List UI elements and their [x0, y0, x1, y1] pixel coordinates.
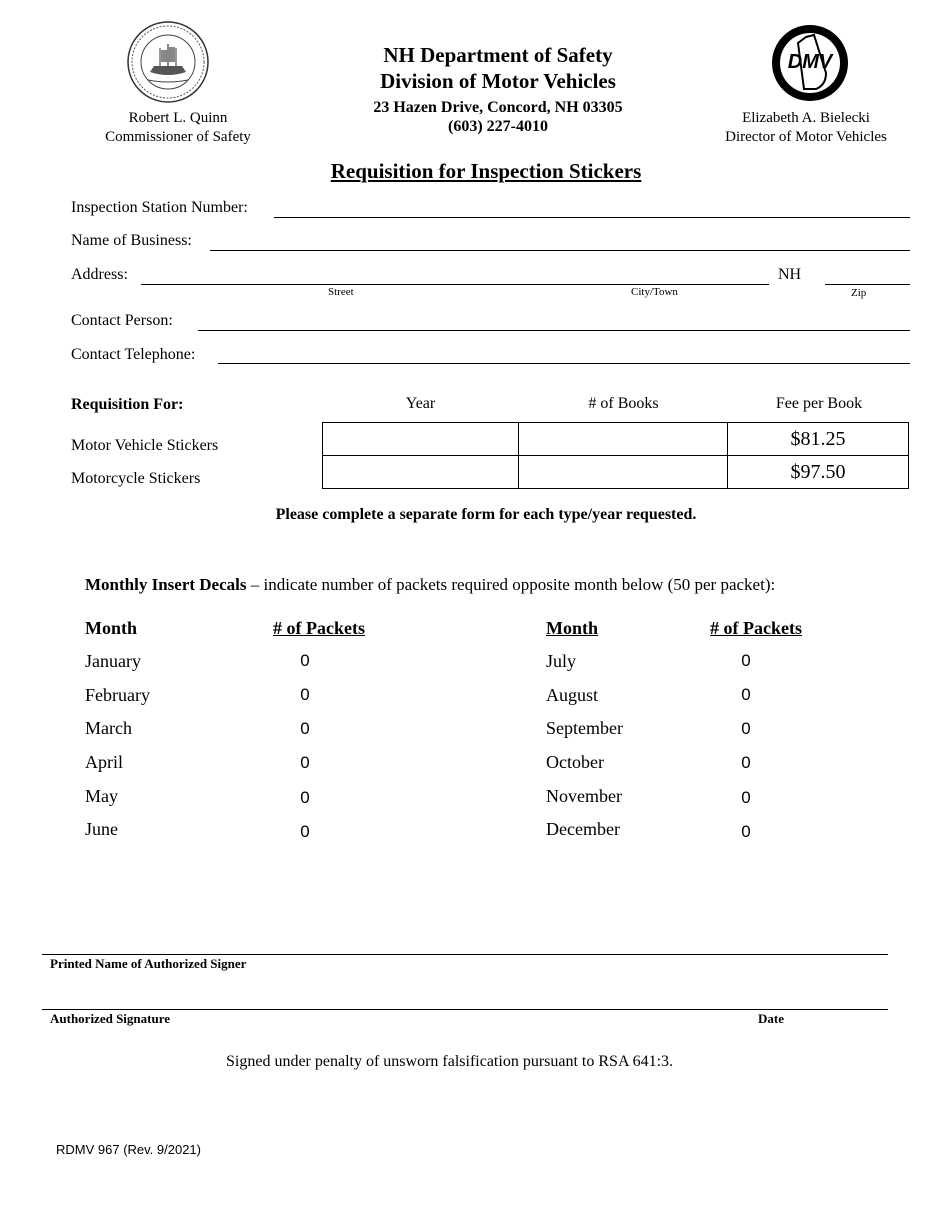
- month-april: April: [85, 752, 123, 772]
- decals-intro-title: Monthly Insert Decals: [85, 575, 247, 594]
- motor-vehicle-books-cell[interactable]: [519, 423, 728, 456]
- motor-vehicle-year-cell[interactable]: [323, 423, 519, 456]
- packets-july[interactable]: 0: [741, 651, 751, 670]
- director-title: Director of Motor Vehicles: [725, 129, 887, 145]
- year-column-header: Year: [405, 395, 436, 412]
- packets-november[interactable]: 0: [741, 788, 751, 807]
- packets-february[interactable]: 0: [300, 685, 310, 704]
- motor-vehicle-fee-cell: $81.25: [728, 423, 909, 456]
- month-december: December: [546, 819, 620, 839]
- month-october: October: [546, 752, 604, 772]
- month-header-right: Month: [546, 618, 599, 638]
- decals-intro: [85, 575, 775, 595]
- business-name-label: Name of Business:: [71, 232, 192, 249]
- address-field[interactable]: [141, 284, 769, 285]
- books-column-header: # of Books: [588, 395, 659, 412]
- form-title: Requisition for Inspection Stickers: [330, 159, 642, 183]
- month-february: February: [85, 685, 150, 705]
- contact-person-label: Contact Person:: [71, 312, 173, 329]
- requisition-heading: Requisition For:: [71, 396, 184, 413]
- agency-address: 23 Hazen Drive, Concord, NH 03305: [373, 99, 623, 116]
- month-header-left: Month: [85, 618, 138, 638]
- packets-september[interactable]: 0: [741, 719, 751, 738]
- packets-header-left: # of Packets: [273, 618, 365, 638]
- month-may: May: [85, 786, 118, 806]
- table-row: [323, 423, 909, 456]
- station-number-field[interactable]: [274, 217, 910, 218]
- penalty-statement: Signed under penalty of unsworn falsification pursuant to RSA 641:3.: [226, 1053, 674, 1070]
- motorcycle-year-cell[interactable]: [323, 456, 519, 489]
- commissioner-name: Robert L. Quinn: [128, 110, 228, 126]
- contact-person-field[interactable]: [198, 330, 910, 331]
- contact-telephone-field[interactable]: [218, 363, 910, 364]
- packets-december[interactable]: 0: [741, 822, 751, 841]
- fee-column-header: Fee per Book: [775, 395, 863, 412]
- signature-label: Authorized Signature: [50, 1011, 171, 1026]
- agency-phone: (603) 227-4010: [448, 118, 548, 135]
- packets-header-right: # of Packets: [710, 618, 802, 638]
- month-march: March: [85, 718, 132, 738]
- dmv-logo-icon: [770, 23, 850, 103]
- signature-line[interactable]: [42, 1009, 888, 1010]
- state-label: NH: [778, 266, 802, 283]
- zip-field[interactable]: [825, 284, 910, 285]
- commissioner-title: Commissioner of Safety: [105, 129, 251, 145]
- month-november: November: [546, 786, 622, 806]
- station-number-label: Inspection Station Number:: [71, 199, 248, 216]
- motorcycle-stickers-label: Motorcycle Stickers: [71, 470, 201, 487]
- separate-form-note: Please complete a separate form for each type/year requested.: [275, 506, 697, 523]
- form-number: RDMV 967 (Rev. 9/2021): [56, 1142, 201, 1157]
- zip-caption: Zip: [851, 287, 867, 299]
- date-label: Date: [758, 1011, 784, 1026]
- city-caption: City/Town: [631, 286, 678, 298]
- division-name: Division of Motor Vehicles: [380, 69, 616, 93]
- table-row: [323, 456, 909, 489]
- printed-name-line[interactable]: [42, 954, 888, 955]
- packets-june[interactable]: 0: [300, 822, 310, 841]
- motor-vehicle-stickers-label: Motor Vehicle Stickers: [71, 437, 219, 454]
- packets-april[interactable]: 0: [300, 753, 310, 772]
- dmv-logo-text: DMV: [787, 51, 833, 73]
- director-name: Elizabeth A. Bielecki: [742, 110, 870, 126]
- agency-header: [300, 42, 696, 136]
- street-caption: Street: [328, 286, 354, 298]
- motorcycle-books-cell[interactable]: [519, 456, 728, 489]
- agency-name: NH Department of Safety: [383, 43, 613, 67]
- address-label: Address:: [71, 266, 128, 283]
- packets-march[interactable]: 0: [300, 719, 310, 738]
- month-august: August: [546, 685, 599, 705]
- requisition-table: [322, 422, 909, 489]
- month-june: June: [85, 819, 118, 839]
- month-july: July: [546, 651, 577, 671]
- month-september: September: [546, 718, 623, 738]
- printed-name-label: Printed Name of Authorized Signer: [50, 956, 247, 971]
- packets-may[interactable]: 0: [300, 788, 310, 807]
- packets-october[interactable]: 0: [741, 753, 751, 772]
- decals-intro-text: – indicate number of packets required opposite month below (50 per packet):: [246, 575, 776, 594]
- contact-telephone-label: Contact Telephone:: [71, 346, 196, 363]
- month-january: January: [85, 651, 141, 671]
- state-seal-icon: [126, 20, 210, 104]
- motorcycle-fee-cell: $97.50: [728, 456, 909, 489]
- business-name-field[interactable]: [210, 250, 910, 251]
- packets-august[interactable]: 0: [741, 685, 751, 704]
- packets-january[interactable]: 0: [300, 651, 310, 670]
